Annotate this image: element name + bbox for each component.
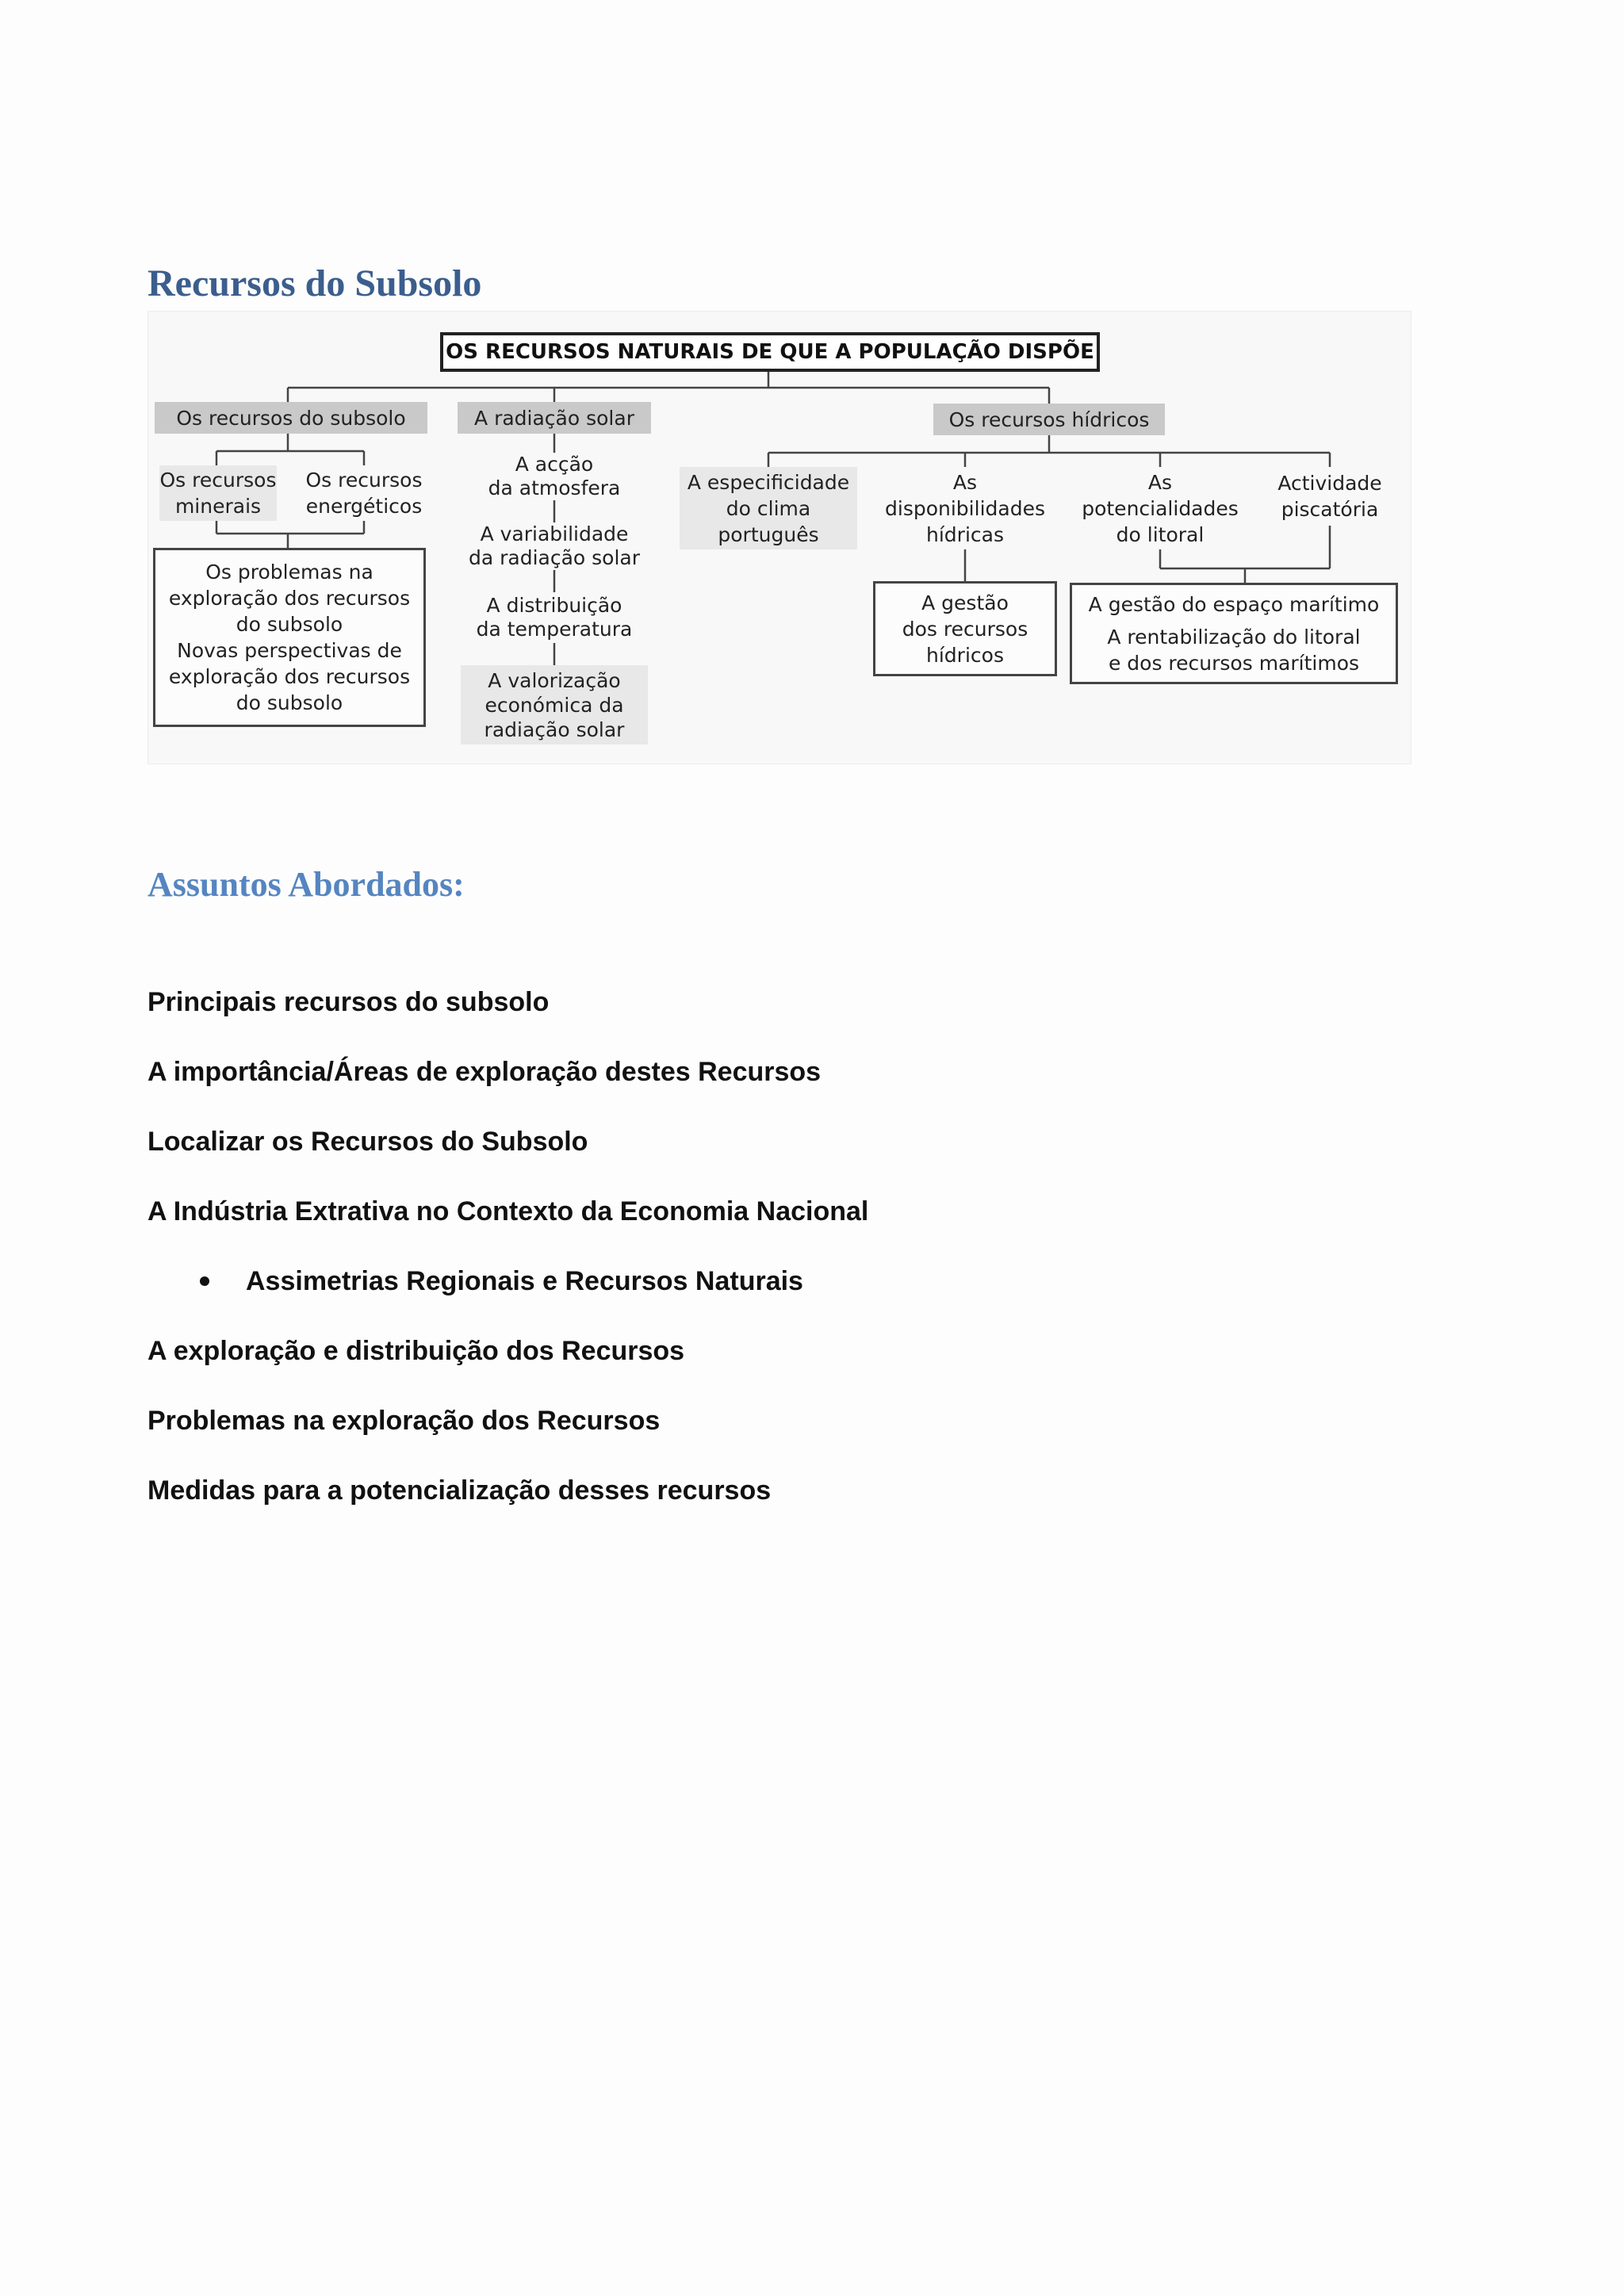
node-radiacao-item bbox=[465, 453, 643, 500]
node-gestao-hidricos-line: A gestão bbox=[921, 591, 1009, 614]
node-gestao-hidricos bbox=[873, 581, 1057, 676]
node-subsolo-problemas bbox=[153, 548, 426, 727]
node-radiacao-item-line: A acção bbox=[515, 453, 594, 476]
node-disponibilidades-line: As bbox=[952, 470, 978, 494]
concept-diagram bbox=[147, 311, 1411, 764]
node-radiacao-item-line: económica da bbox=[485, 693, 624, 717]
node-radiacao-item bbox=[454, 522, 654, 570]
node-gestao-hidricos-line: dos recursos bbox=[902, 617, 1028, 641]
node-gestao-maritimo bbox=[1070, 583, 1398, 684]
node-radiacao-item bbox=[461, 665, 648, 744]
node-potencialidades bbox=[1074, 467, 1246, 549]
topic-item: Principais recursos do subsolo bbox=[147, 987, 550, 1017]
section-subtitle: Assuntos Abordados: bbox=[147, 865, 465, 904]
node-radiacao-item-line: da atmosfera bbox=[488, 476, 621, 499]
node-subsolo-label: Os recursos do subsolo bbox=[176, 406, 406, 430]
node-radiacao-item-line: da temperatura bbox=[476, 618, 633, 641]
topic-subitem: Assimetrias Regionais e Recursos Naturais bbox=[147, 1262, 868, 1332]
node-disponibilidades-line: hídricas bbox=[926, 522, 1004, 546]
node-subsolo-box-line: Os problemas na bbox=[205, 561, 373, 584]
node-hidricos-label: Os recursos hídricos bbox=[948, 408, 1150, 431]
topic-item: A Indústria Extrativa no Contexto da Economia Nacional bbox=[147, 1196, 869, 1226]
node-gestao-maritimo-line: A rentabilização do litoral bbox=[1107, 625, 1361, 649]
node-potencialidades-line: do litoral bbox=[1116, 522, 1205, 546]
node-piscatoria-line: Actividade bbox=[1277, 472, 1382, 495]
topic-item: Localizar os Recursos do Subsolo bbox=[147, 1127, 588, 1157]
node-subsolo-box-line: do subsolo bbox=[236, 691, 343, 714]
node-subsolo-box-line: exploração dos recursos bbox=[168, 665, 411, 688]
node-radiacao bbox=[458, 402, 651, 434]
node-gestao-maritimo-line: A gestão do espaço marítimo bbox=[1088, 592, 1380, 616]
node-subsolo-box-line: do subsolo bbox=[236, 613, 343, 636]
node-gestao-maritimo-line: e dos recursos marítimos bbox=[1108, 651, 1360, 675]
node-energeticos-line: energéticos bbox=[305, 495, 423, 518]
node-minerais-line: minerais bbox=[174, 495, 262, 518]
node-especificidade-line: A especificidade bbox=[687, 470, 850, 494]
node-energeticos-line: Os recursos bbox=[305, 469, 423, 492]
node-especificidade bbox=[680, 467, 857, 549]
diagram-root bbox=[440, 332, 1100, 372]
node-especificidade-line: do clima bbox=[726, 496, 811, 520]
node-radiacao-item-line: A valorização bbox=[488, 668, 621, 692]
node-radiacao-label: A radiação solar bbox=[474, 406, 634, 430]
topic-item: A exploração e distribuição dos Recursos bbox=[147, 1336, 685, 1366]
node-radiacao-item-line: A variabilidade bbox=[480, 522, 629, 545]
node-subsolo-box-line: Novas perspectivas de bbox=[177, 639, 402, 662]
node-piscatoria-line: piscatória bbox=[1281, 498, 1379, 521]
node-energeticos bbox=[296, 465, 432, 521]
node-radiacao-item bbox=[465, 592, 643, 643]
node-potencialidades-line: potencialidades bbox=[1082, 496, 1239, 520]
topic-item: A importância/Áreas de exploração destes Recursos bbox=[147, 1057, 822, 1087]
node-especificidade-line: português bbox=[718, 522, 819, 546]
topic-item: Problemas na exploração dos Recursos bbox=[147, 1406, 661, 1436]
node-piscatoria bbox=[1262, 467, 1398, 526]
diagram-root-label: OS RECURSOS NATURAIS DE QUE A POPULAÇÃO DISPÕE bbox=[446, 339, 1094, 364]
node-minerais bbox=[159, 465, 277, 521]
node-disponibilidades-line: disponibilidades bbox=[885, 496, 1045, 520]
node-gestao-hidricos-line: hídricos bbox=[926, 643, 1004, 667]
node-subsolo-box-line: exploração dos recursos bbox=[168, 587, 411, 610]
node-radiacao-item-line: A distribuição bbox=[486, 594, 622, 617]
node-radiacao-item-line: da radiação solar bbox=[468, 546, 641, 569]
node-radiacao-item-line: radiação solar bbox=[484, 718, 625, 741]
node-disponibilidades bbox=[875, 467, 1055, 549]
node-subsolo bbox=[155, 402, 427, 434]
node-hidricos bbox=[933, 404, 1165, 435]
topic-item: Medidas para a potencialização desses recursos bbox=[147, 1475, 772, 1506]
node-minerais-line: Os recursos bbox=[159, 469, 277, 492]
node-potencialidades-line: As bbox=[1147, 470, 1173, 494]
page-title: Recursos do Subsolo bbox=[147, 262, 482, 304]
topics-list bbox=[147, 983, 868, 1541]
